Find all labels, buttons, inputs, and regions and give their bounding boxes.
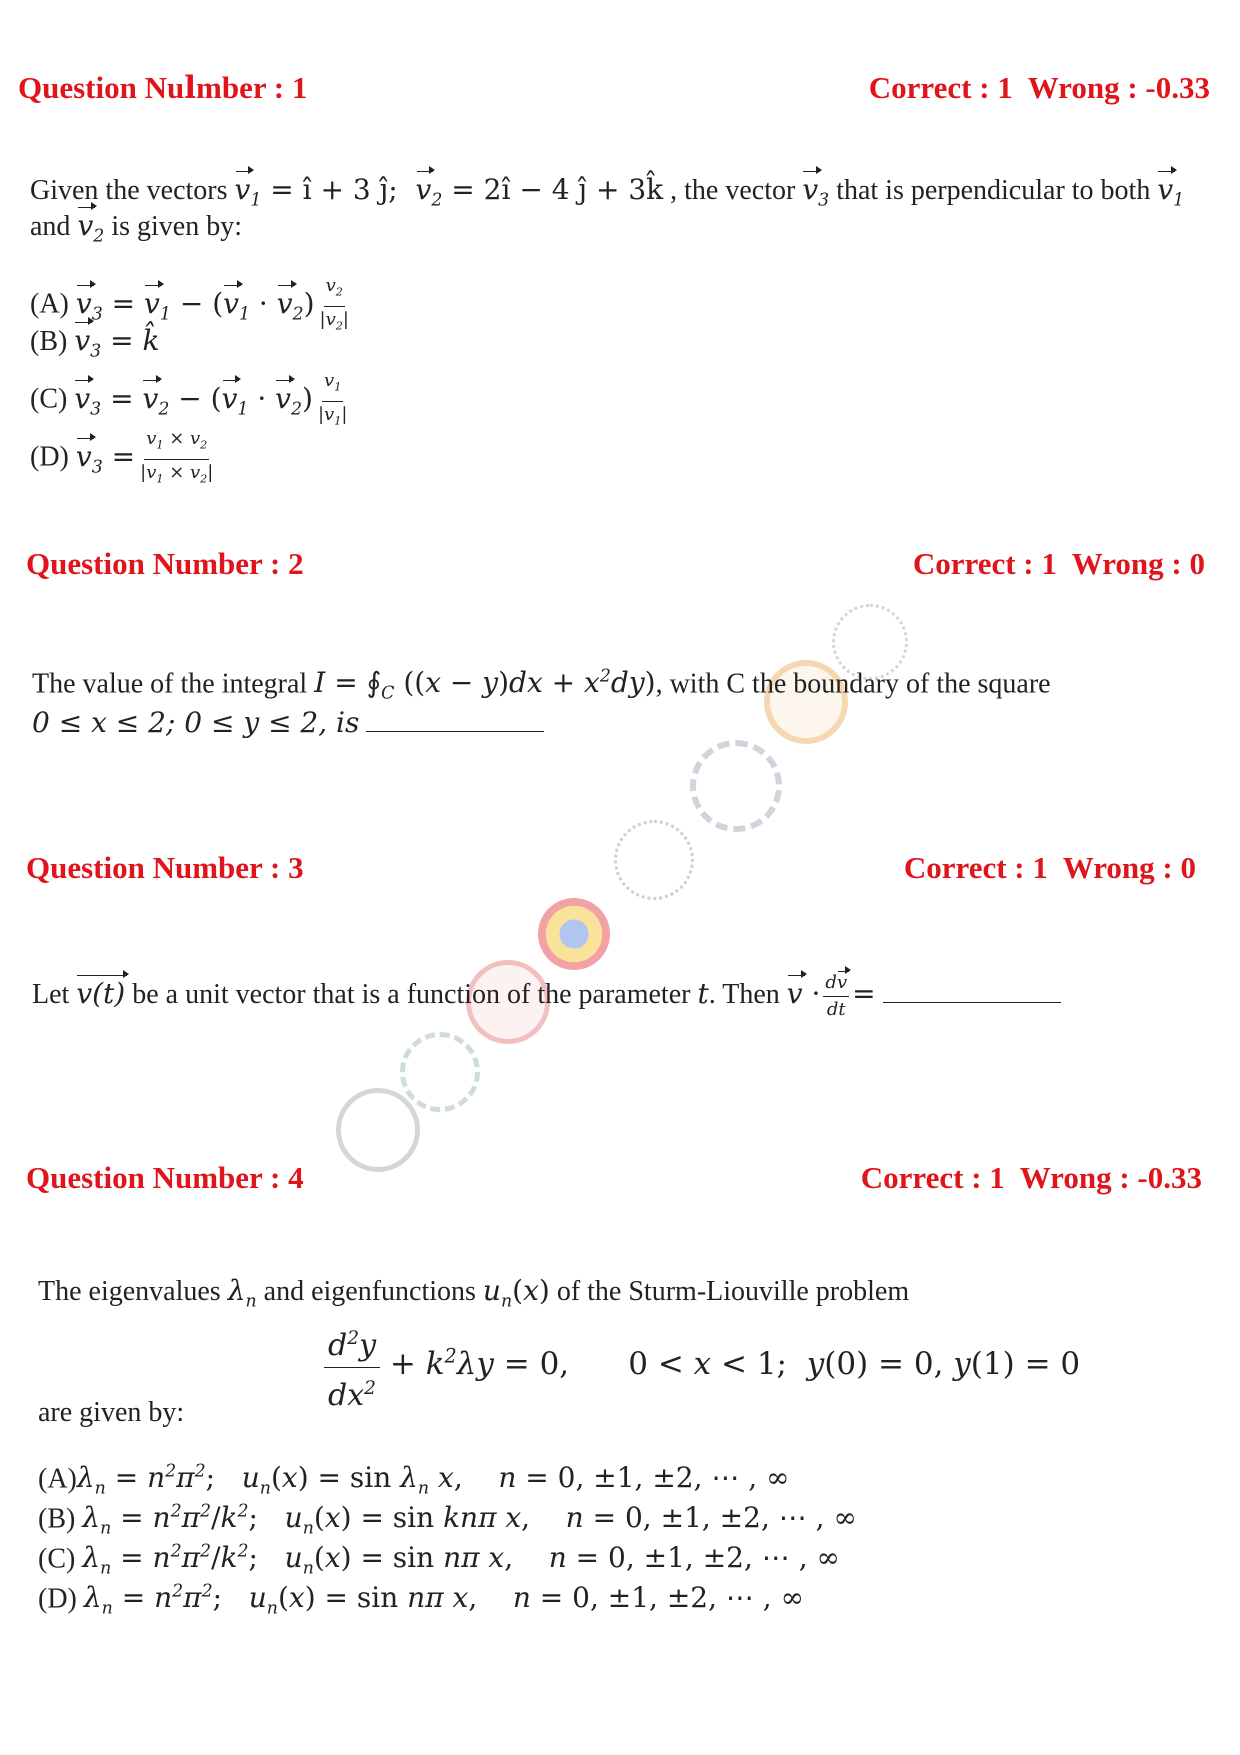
question-1-option-c: (C) $v_3 = v_2 - (v_1 \cdot v_2)$ $\frac{v_1}{|v_1|}$ (30, 370, 348, 428)
question-4-marks: Correct : 1 Wrong : -0.33 (860, 1160, 1202, 1195)
question-1-stem: Given the vectors $v_1$ = î + 3 ĵ; $v_2$ = 2î − 4 ĵ + 3k̂ , the vector $v_3$ that is perpendicular to both $v_1$ (30, 173, 1185, 211)
gear-emblem-icon (400, 1032, 480, 1112)
question-3-stem: Let v(t) be a unit vector that is a function of the parameter t. Then v · $\frac{dv}{dt}$ = (32, 972, 1061, 1021)
question-3-number: Question Number : 3 (26, 850, 304, 885)
answer-blank (366, 727, 544, 732)
question-1-stem-line2: and $v_2$ is given by: (30, 209, 242, 247)
question-4-stem: The eigenvalues $\lambda_n$ and eigenfunctions $u_n(x)$ of the Sturm-Liouville problem (38, 1274, 910, 1312)
question-4-stem-line2: are given by: (38, 1397, 185, 1428)
gear-emblem-icon (690, 740, 782, 832)
question-4-number: Question Number : 4 (26, 1160, 304, 1195)
question-1-option-d: (D) $v_3$ = $\frac{v_1 \times v_2}{|v_1 \times v_2|}$ (30, 428, 214, 486)
question-1-number: Question Nuⅼmber : 1 (18, 70, 308, 105)
question-4-option-d: (D) $\lambda_n = n^2\pi^2$; $u_n(x) = \sin n\pi$ x, n = 0, ±1, ±2, ⋯ , ∞ (38, 1581, 804, 1619)
swirl-logo-icon (538, 898, 610, 970)
question-1-marks: Correct : 1 Wrong : -0.33 (868, 70, 1210, 105)
question-3-marks: Correct : 1 Wrong : 0 (903, 850, 1196, 885)
emblem-icon (336, 1088, 420, 1172)
question-2-stem: The value of the integral $I = ∮_C$ $((x - y)dx + x^2dy)$, with C the boundary of the square (32, 666, 1051, 704)
question-2-stem-line2: 0 ≤ x ≤ 2; 0 ≤ y ≤ 2, is (32, 705, 544, 741)
question-4-option-c: (C) $\lambda_n = n^2\pi^2/k^2$; $u_n(x) = \sin n\pi$ x, n = 0, ±1, ±2, ⋯ , ∞ (38, 1541, 840, 1579)
question-1-option-b: (B) $v_3$ = k̂ (30, 324, 160, 362)
round-seal-icon (614, 820, 694, 900)
question-2-number: Question Number : 2 (26, 546, 304, 581)
answer-blank (883, 998, 1061, 1003)
question-1-option-a: (A) $v_3 = v_1 - (v_1 \cdot v_2)$ $\frac{v_2}{|v_2|}$ (30, 275, 349, 333)
question-4-equation: $\frac{d^2y}{dx^2}$ + $k^2\lambda y = 0$, 0 < x < 1; y(0) = 0, y(1) = 0 (324, 1312, 1080, 1402)
question-2-marks: Correct : 1 Wrong : 0 (912, 546, 1205, 581)
question-4-option-a: $(A)\lambda_n = n^2\pi^2$; $u_n(x) = \sin \lambda_n$ x, n = 0, ±1, ±2, ⋯ , ∞ (38, 1461, 790, 1499)
question-4-option-b: (B) $\lambda_n = n^2\pi^2/k^2$; $u_n(x) = \sin kn\pi$ x, n = 0, ±1, ±2, ⋯ , ∞ (38, 1501, 857, 1539)
